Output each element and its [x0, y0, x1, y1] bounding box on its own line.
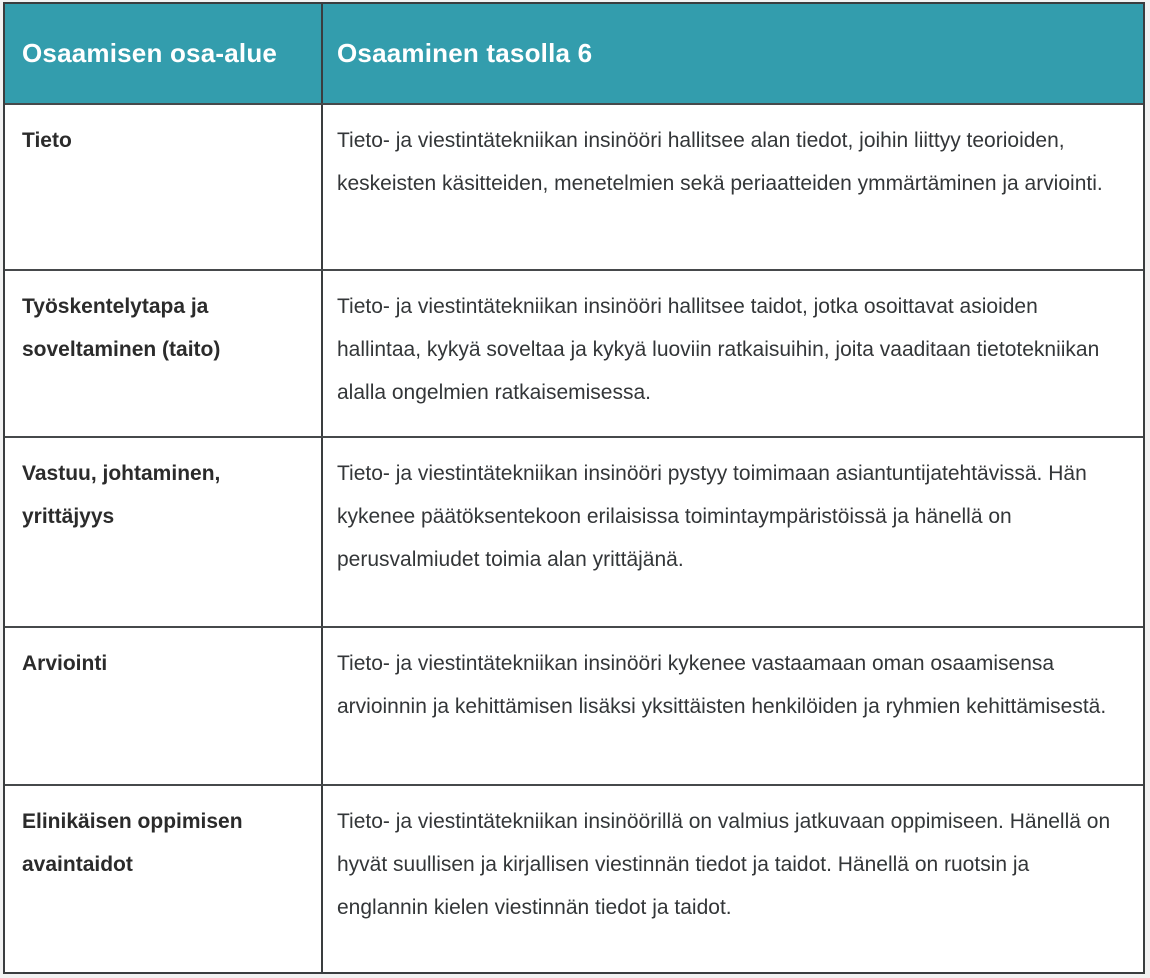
header-cell-area: Osaamisen osa-alue — [5, 4, 323, 103]
competency-table — [3, 2, 1145, 974]
row-description: Tieto- ja viestintätekniikan insinöörillä on valmius jatkuvaan oppimiseen. Hänellä on hyvät suullisen ja kirjallisen viestinnän tiedot ja taidot. Hänellä on ruotsin ja englannin kielen viestinnän tiedot ja taidot. — [337, 810, 1111, 919]
row-area-label: Vastuu, johtaminen, yrittäjyys — [5, 438, 323, 626]
table-row-arviointi — [5, 626, 1143, 784]
table-row-tieto — [5, 103, 1143, 269]
table-header-row — [5, 4, 1143, 103]
row-description: Tieto- ja viestintätekniikan insinööri kykenee vastaamaan oman osaamisensa arvioinnin ja kehittämisen lisäksi yksittäisten henkilöiden ja ryhmien kehittämisestä. — [337, 652, 1107, 718]
header-cell-level6: Osaaminen tasolla 6 — [337, 38, 593, 68]
table-row-elinikainen — [5, 784, 1143, 972]
table-row-vastuu — [5, 436, 1143, 626]
row-description: Tieto- ja viestintätekniikan insinööri hallitsee alan tiedot, joihin liittyy teorioiden, keskeisten käsitteiden, menetelmien sekä periaatteiden ymmärtäminen ja arviointi. — [337, 129, 1103, 195]
row-area-label: Arviointi — [5, 628, 323, 784]
row-area-label: Tieto — [5, 105, 323, 269]
row-area-label: Työskentelytapa ja soveltaminen (taito) — [5, 271, 323, 436]
table-row-tyoskentelytapa — [5, 269, 1143, 436]
row-area-label: Elinikäisen oppimisen avaintaidot — [5, 786, 323, 972]
row-description: Tieto- ja viestintätekniikan insinööri hallitsee taidot, jotka osoittavat asioiden hallintaa, kykyä soveltaa ja kykyä luoviin ratkaisuihin, joita vaaditaan tietotekniikan alalla ongelmien ratkaisemisessa. — [337, 295, 1100, 404]
row-description: Tieto- ja viestintätekniikan insinööri pystyy toimimaan asiantuntijatehtävissä. Hän kykenee päätöksentekoon erilaisissa toimintaympäristöissä ja hänellä on perusvalmiudet toimia alan yrittäjänä. — [337, 462, 1087, 571]
